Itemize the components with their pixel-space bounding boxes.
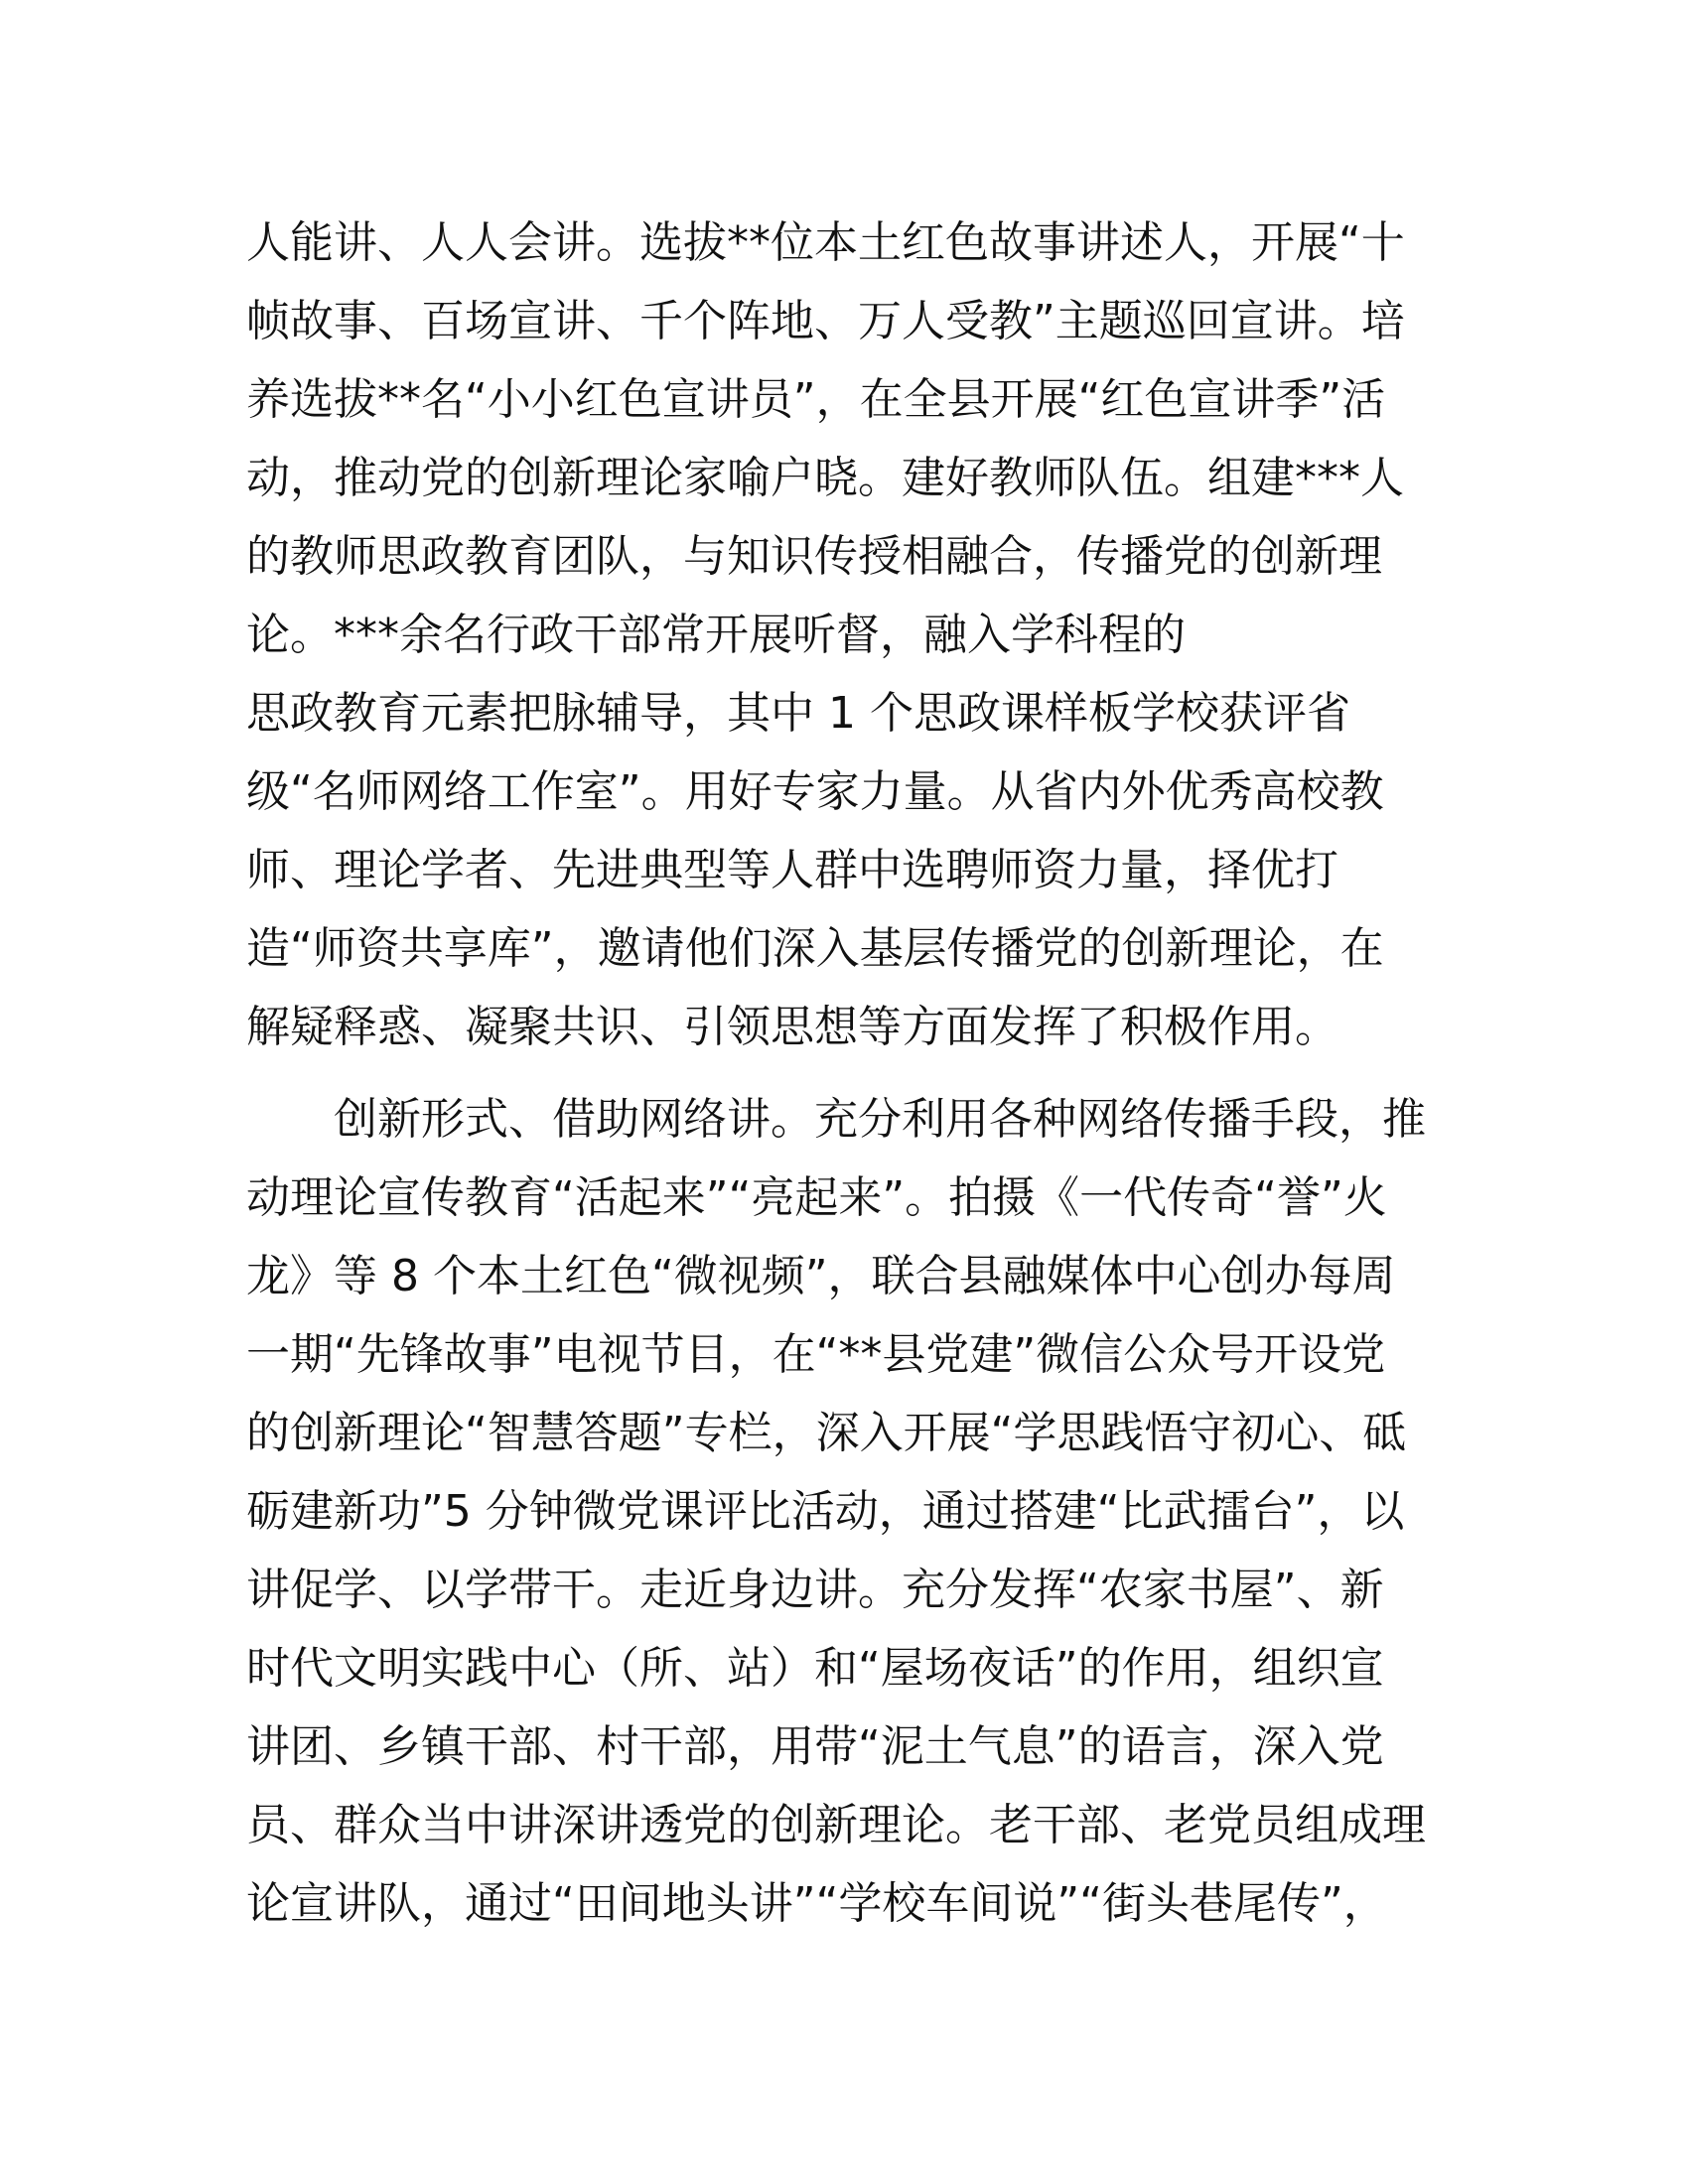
text-line: 论宣讲队，通过“田间地头讲”“学校车间说”“街头巷尾传”，	[246, 1878, 1387, 1929]
text-line: 思政教育元素把脉辅导，其中 1 个思政课样板学校获评省	[246, 688, 1350, 739]
text-line: 讲促学、以学带干。走近身边讲。充分发挥“农家书屋”、新	[246, 1565, 1384, 1615]
text-line: 师、理论学者、先进典型等人群中选聘师资力量，择优打	[246, 845, 1338, 895]
text-line: 帧故事、百场宣讲、千个阵地、万人受教”主题巡回宣讲。培	[246, 296, 1405, 346]
text-line: 人能讲、人人会讲。选拔**位本土红色故事讲述人，开展“十	[246, 217, 1405, 268]
text-line: 造“师资共享库”，邀请他们深入基层传播党的创新理论，在	[246, 923, 1384, 974]
text-line: 讲团、乡镇干部、村干部，用带“泥土气息”的语言，深入党	[246, 1721, 1384, 1772]
text-line: 的创新理论“智慧答题”专栏，深入开展“学思践悟守初心、砥	[246, 1408, 1407, 1458]
text-line: 龙》等 8 个本土红色“微视频”，联合县融媒体中心创办每周	[246, 1251, 1396, 1301]
text-line: 养选拔**名“小小红色宣讲员”，在全县开展“红色宣讲季”活	[246, 374, 1386, 425]
text-line: 砺建新功”5 分钟微党课评比活动，通过搭建“比武擂台”，以	[246, 1486, 1405, 1537]
text-line: 员、群众当中讲深讲透党的创新理论。老干部、老党员组成理	[246, 1800, 1426, 1850]
paragraph-1	[246, 204, 1450, 1066]
text-line: 动，推动党的创新理论家喻户晓。建好教师队伍。组建***人	[246, 453, 1404, 503]
text-line: 的教师思政教育团队，与知识传授相融合，传播党的创新理	[246, 531, 1382, 582]
text-line: 动理论宣传教育“活起来”“亮起来”。拍摄《一代传奇“誉”火	[246, 1172, 1387, 1223]
paragraph-spacer	[246, 1066, 1450, 1080]
paragraph-2	[246, 1080, 1450, 1943]
text-line: 创新形式、借助网络讲。充分利用各种网络传播手段，推	[334, 1094, 1426, 1145]
text-line: 解疑释惑、凝聚共识、引领思想等方面发挥了积极作用。	[246, 1002, 1338, 1052]
text-line: 一期“先锋故事”电视节目，在“**县党建”微信公众号开设党	[246, 1329, 1386, 1380]
text-line: 时代文明实践中心（所、站）和“屋场夜话”的作用，组织宣	[246, 1643, 1384, 1694]
text-line: 论。***余名行政干部常开展听督，融入学科程的	[246, 610, 1186, 660]
document-body	[246, 204, 1450, 1943]
text-line: 级“名师网络工作室”。用好专家力量。从省内外优秀高校教	[246, 766, 1384, 817]
